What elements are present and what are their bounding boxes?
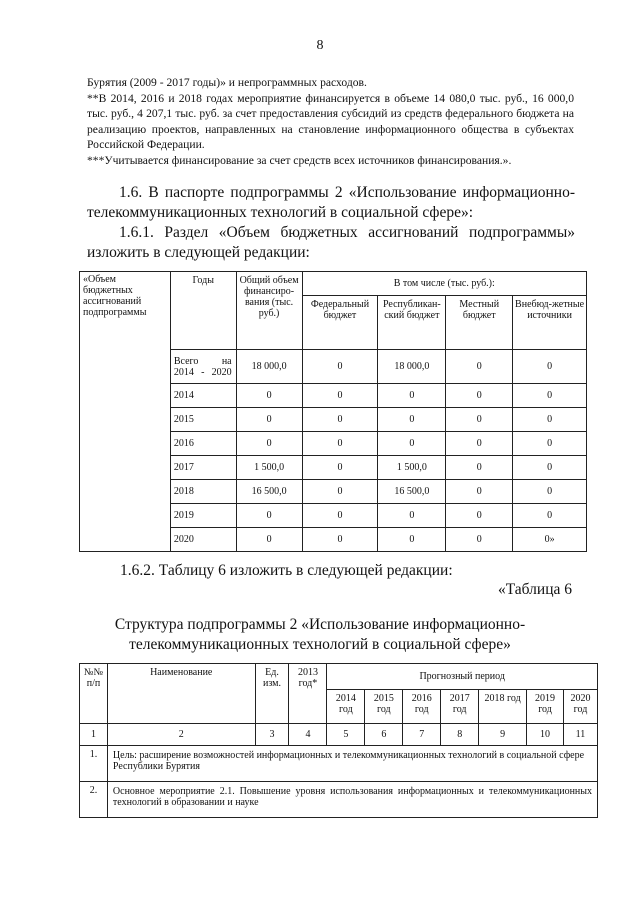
- extra-cell: 0: [513, 350, 587, 384]
- total-cell: 0: [236, 384, 302, 408]
- federal-cell: 0: [302, 456, 378, 480]
- header-year: 2019 год: [527, 690, 564, 724]
- structure-title: [0, 615, 640, 655]
- total-cell: 0: [236, 408, 302, 432]
- year-cell: Всего на 2014 - 2020: [170, 350, 236, 384]
- column-number-row: [80, 724, 598, 746]
- header-unit: Ед. изм.: [255, 664, 289, 724]
- republic-cell: 0: [378, 384, 446, 408]
- federal-cell: 0: [302, 350, 378, 384]
- footnote-triple-star: ***Учитывается финансирование за счет средств всех источников финансирования.».: [87, 153, 512, 167]
- total-cell: 0: [236, 504, 302, 528]
- activity-text: Основное мероприятие 2.1. Повышение уровня использования информационных и телекоммуникационных технологий в образовании и науке: [107, 782, 597, 818]
- table-row: [80, 746, 598, 782]
- republic-cell: 0: [378, 408, 446, 432]
- federal-cell: 0: [302, 504, 378, 528]
- structure-title-text: Структура подпрограммы 2 «Использование информационно-телекоммуникационных технологий в социальной сфере»: [114, 616, 526, 653]
- budget-table: [79, 271, 587, 552]
- header-year: 2016 год: [403, 690, 441, 724]
- table-row: [80, 782, 598, 818]
- federal-cell: 0: [302, 408, 378, 432]
- paragraph-1-6-1: 1.6.1. Раздел «Объем бюджетных ассигнований подпрограммы» изложить в следующей редакции:: [87, 224, 575, 261]
- col-number: 1: [80, 724, 108, 746]
- total-cell: 0: [236, 432, 302, 456]
- local-cell: 0: [446, 504, 513, 528]
- header-extra: Внебюд-жетные источники: [513, 296, 587, 350]
- federal-cell: 0: [302, 384, 378, 408]
- col-number: 10: [527, 724, 564, 746]
- goal-text: Цель: расширение возможностей информационных и телекоммуникационных технологий в социальной сфере Республики Бурятия: [107, 746, 597, 782]
- year-cell: 2017: [170, 456, 236, 480]
- federal-cell: 0: [302, 432, 378, 456]
- local-cell: 0: [446, 456, 513, 480]
- total-cell: 18 000,0: [236, 350, 302, 384]
- header-name: Наименование: [107, 664, 255, 724]
- year-cell: 2018: [170, 480, 236, 504]
- footnotes: [87, 75, 574, 168]
- header-year: 2014 год: [327, 690, 365, 724]
- republic-cell: 0: [378, 432, 446, 456]
- total-cell: 1 500,0: [236, 456, 302, 480]
- row-number: 1.: [80, 746, 108, 782]
- extra-cell: 0: [513, 456, 587, 480]
- page-number: 8: [316, 38, 324, 53]
- footnote-double-star: **В 2014, 2016 и 2018 годах мероприятие финансируется в объеме 14 080,0 тыс. руб., 16 000,0 тыс. руб., 4 207,1 тыс. руб. за счет предоставления субсидий из средств федерального бюджета на реализацию проектов, направленных на становление информационного общества в субъектах Российской Федерации.: [87, 91, 574, 151]
- header-republic: Республикан-ский бюджет: [378, 296, 446, 350]
- federal-cell: 0: [302, 480, 378, 504]
- extra-cell: 0: [513, 504, 587, 528]
- local-cell: 0: [446, 384, 513, 408]
- col-number: 4: [289, 724, 327, 746]
- budget-row-label: «Объем бюджетных ассигнований подпрограммы: [80, 272, 171, 552]
- col-number: 7: [403, 724, 441, 746]
- header-total: Общий объем финансиро-вания (тыс. руб.): [236, 272, 302, 350]
- extra-cell: 0: [513, 432, 587, 456]
- total-cell: 0: [236, 528, 302, 552]
- year-cell: 2014: [170, 384, 236, 408]
- header-year: 2018 год: [479, 690, 527, 724]
- republic-cell: 0: [378, 504, 446, 528]
- year-cell: 2019: [170, 504, 236, 528]
- header-year: 2020 год: [563, 690, 597, 724]
- local-cell: 0: [446, 480, 513, 504]
- local-cell: 0: [446, 350, 513, 384]
- header-2013: 2013 год*: [289, 664, 327, 724]
- year-cell: 2015: [170, 408, 236, 432]
- col-number: 11: [563, 724, 597, 746]
- local-cell: 0: [446, 432, 513, 456]
- header-local: Местный бюджет: [446, 296, 513, 350]
- republic-cell: 0: [378, 528, 446, 552]
- local-cell: 0: [446, 408, 513, 432]
- extra-cell: 0: [513, 480, 587, 504]
- header-num: №№ п/п: [80, 664, 108, 724]
- federal-cell: 0: [302, 528, 378, 552]
- col-number: 8: [441, 724, 479, 746]
- col-number: 2: [107, 724, 255, 746]
- year-cell: 2016: [170, 432, 236, 456]
- total-cell: 16 500,0: [236, 480, 302, 504]
- header-federal: Федеральный бюджет: [302, 296, 378, 350]
- header-year: 2015 год: [365, 690, 403, 724]
- republic-cell: 1 500,0: [378, 456, 446, 480]
- extra-cell: 0»: [513, 528, 587, 552]
- col-number: 6: [365, 724, 403, 746]
- header-year: 2017 год: [441, 690, 479, 724]
- paragraph-1-6: 1.6. В паспорте подпрограммы 2 «Использование информационно-телекоммуникационных технологий в социальной сфере»:: [87, 184, 575, 221]
- extra-cell: 0: [513, 408, 587, 432]
- header-incl: В том числе (тыс. руб.):: [302, 272, 586, 296]
- header-years: Годы: [170, 272, 236, 350]
- republic-cell: 18 000,0: [378, 350, 446, 384]
- structure-table: [79, 663, 598, 818]
- paragraph-1-6-2: 1.6.2. Таблицу 6 изложить в следующей редакции:: [120, 562, 453, 579]
- extra-cell: 0: [513, 384, 587, 408]
- col-number: 5: [327, 724, 365, 746]
- col-number: 3: [255, 724, 289, 746]
- local-cell: 0: [446, 528, 513, 552]
- year-cell: 2020: [170, 528, 236, 552]
- col-number: 9: [479, 724, 527, 746]
- row-number: 2.: [80, 782, 108, 818]
- footnote-continuation: Бурятия (2009 - 2017 годы)» и непрограммных расходов.: [87, 76, 367, 89]
- table-6-label: «Таблица 6: [497, 581, 572, 598]
- header-forecast: Прогнозный период: [327, 664, 598, 690]
- republic-cell: 16 500,0: [378, 480, 446, 504]
